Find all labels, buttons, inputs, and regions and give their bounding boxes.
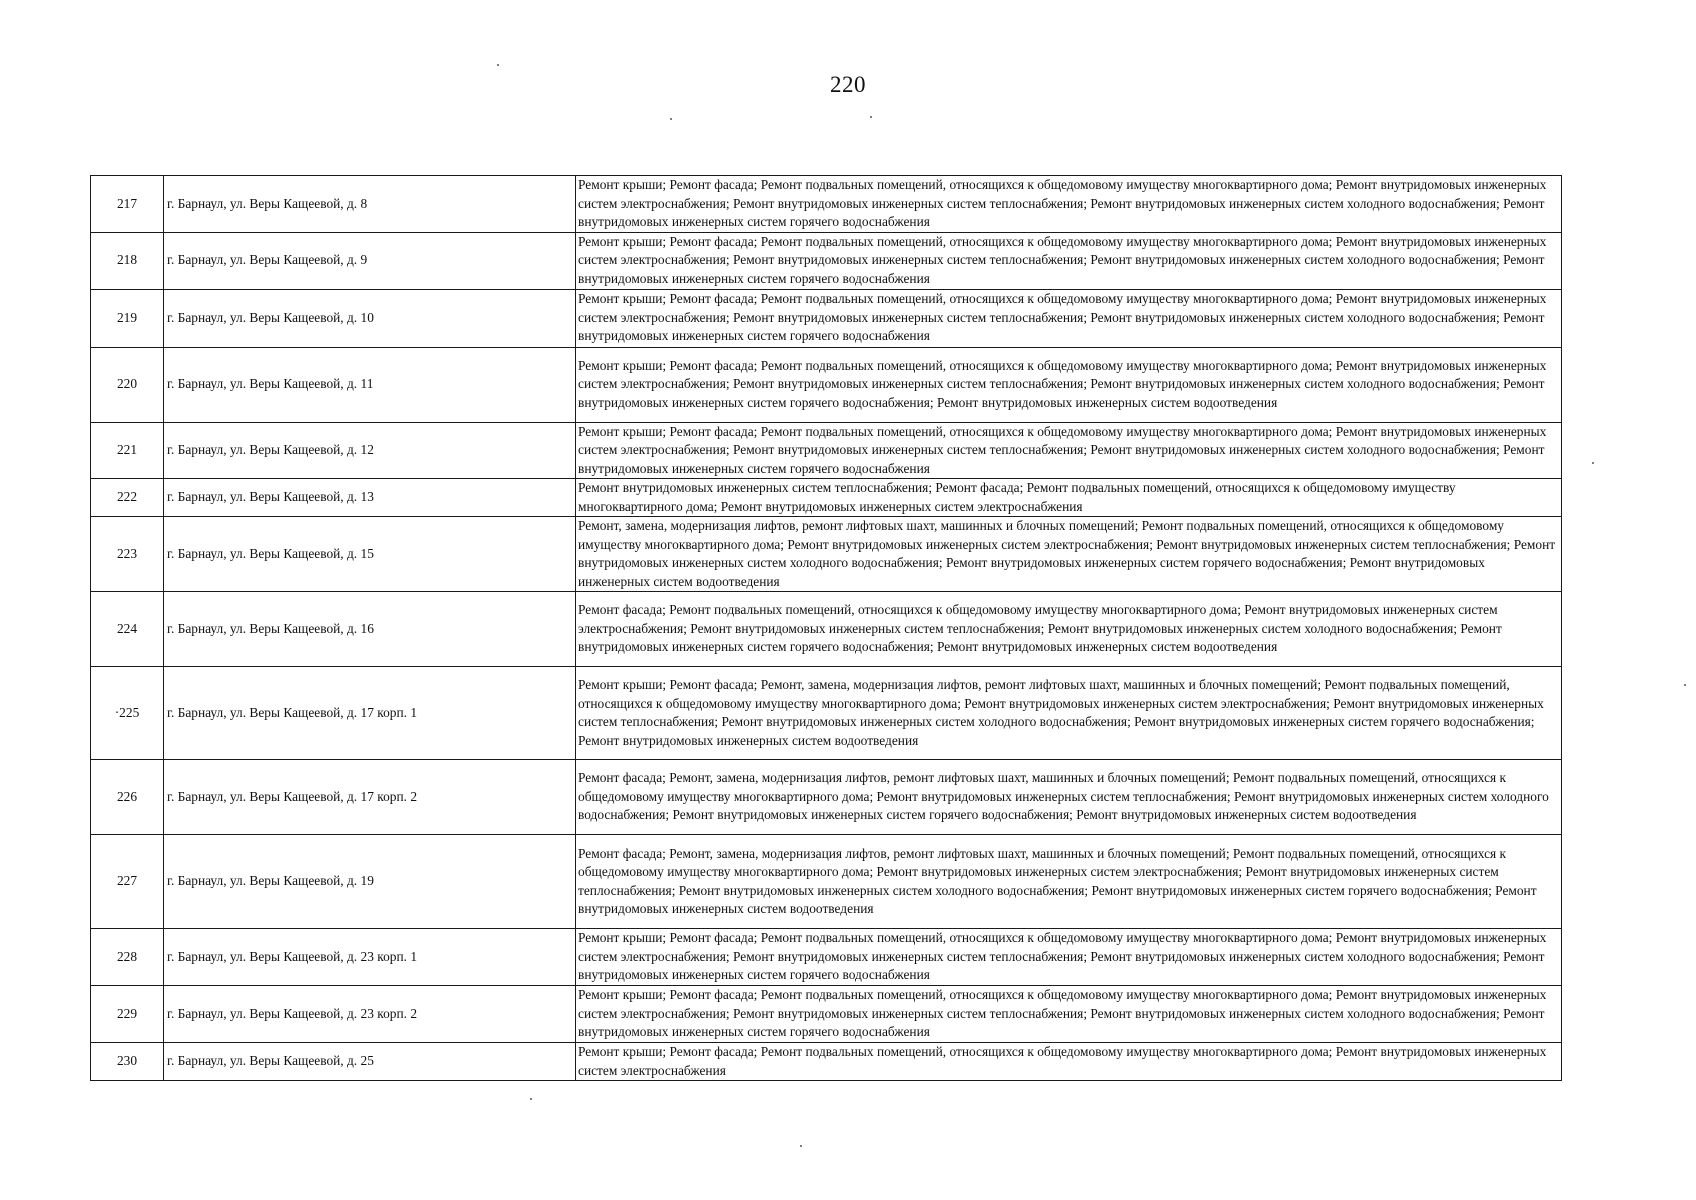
row-address: г. Барнаул, ул. Веры Кащеевой, д. 10 [164, 289, 576, 347]
table-row [91, 479, 1562, 517]
row-number: 218 [91, 232, 164, 289]
row-address: г. Барнаул, ул. Веры Кащеевой, д. 12 [164, 422, 576, 479]
table-row [91, 986, 1562, 1043]
table-row [91, 517, 1562, 592]
row-works: Ремонт крыши; Ремонт фасада; Ремонт подвальных помещений, относящихся к общедомовому имуществу многоквартирного дома; Ремонт внутридомовых инженерных систем электроснабжения; Ремонт внутридомовых инженерных систем теплоснабжения; Ремонт внутридомовых инженерных систем холодного водоснабжения; Ремонт внутридомовых инженерных систем горячего водоснабжения [576, 232, 1562, 289]
row-number: 221 [91, 422, 164, 479]
table-row [91, 760, 1562, 835]
row-address: г. Барнаул, ул. Веры Кащеевой, д. 17 корп. 2 [164, 760, 576, 835]
row-address: г. Барнаул, ул. Веры Кащеевой, д. 23 корп. 2 [164, 986, 576, 1043]
scan-speck [800, 1145, 802, 1147]
table-row [91, 232, 1562, 289]
row-works: Ремонт крыши; Ремонт фасада; Ремонт подвальных помещений, относящихся к общедомовому имуществу многоквартирного дома; Ремонт внутридомовых инженерных систем электроснабжения; Ремонт внутридомовых инженерных систем теплоснабжения; Ремонт внутридомовых инженерных систем холодного водоснабжения; Ремонт внутридомовых инженерных систем горячего водоснабжения [576, 986, 1562, 1043]
row-address: г. Барнаул, ул. Веры Кащеевой, д. 25 [164, 1043, 576, 1081]
scan-speck [670, 118, 672, 120]
table-row [91, 347, 1562, 422]
row-address: г. Барнаул, ул. Веры Кащеевой, д. 11 [164, 347, 576, 422]
row-works: Ремонт фасада; Ремонт, замена, модернизация лифтов, ремонт лифтовых шахт, машинных и блочных помещений; Ремонт подвальных помещений, относящихся к общедомовому имуществу многоквартирного дома; Ремонт внутридомовых инженерных систем теплоснабжения; Ремонт внутридомовых инженерных систем холодного водоснабжения; Ремонт внутридомовых инженерных систем горячего водоснабжения; Ремонт внутридомовых инженерных систем водоотведения [576, 760, 1562, 835]
row-works: Ремонт крыши; Ремонт фасада; Ремонт подвальных помещений, относящихся к общедомовому имуществу многоквартирного дома; Ремонт внутридомовых инженерных систем электроснабжения; Ремонт внутридомовых инженерных систем теплоснабжения; Ремонт внутридомовых инженерных систем холодного водоснабжения; Ремонт внутридомовых инженерных систем горячего водоснабжения [576, 929, 1562, 986]
row-number: 217 [91, 176, 164, 233]
row-number: ·225 [91, 667, 164, 760]
page-number: 220 [830, 72, 866, 97]
row-number: 226 [91, 760, 164, 835]
row-address: г. Барнаул, ул. Веры Кащеевой, д. 9 [164, 232, 576, 289]
table-row [91, 835, 1562, 929]
scan-speck [1684, 684, 1686, 686]
row-address: г. Барнаул, ул. Веры Кащеевой, д. 23 корп. 1 [164, 929, 576, 986]
row-address: г. Барнаул, ул. Веры Кащеевой, д. 17 корп. 1 [164, 667, 576, 760]
row-address: г. Барнаул, ул. Веры Кащеевой, д. 19 [164, 835, 576, 929]
row-works: Ремонт крыши; Ремонт фасада; Ремонт подвальных помещений, относящихся к общедомовому имуществу многоквартирного дома; Ремонт внутридомовых инженерных систем электроснабжения; Ремонт внутридомовых инженерных систем теплоснабжения; Ремонт внутридомовых инженерных систем холодного водоснабжения; Ремонт внутридомовых инженерных систем горячего водоснабжения [576, 176, 1562, 233]
row-works: Ремонт фасада; Ремонт подвальных помещений, относящихся к общедомовому имуществу многоквартирного дома; Ремонт внутридомовых инженерных систем электроснабжения; Ремонт внутридомовых инженерных систем теплоснабжения; Ремонт внутридомовых инженерных систем холодного водоснабжения; Ремонт внутридомовых инженерных систем горячего водоснабжения; Ремонт внутридомовых инженерных систем водоотведения [576, 592, 1562, 667]
row-works: Ремонт крыши; Ремонт фасада; Ремонт подвальных помещений, относящихся к общедомовому имуществу многоквартирного дома; Ремонт внутридомовых инженерных систем электроснабжения; Ремонт внутридомовых инженерных систем теплоснабжения; Ремонт внутридомовых инженерных систем холодного водоснабжения; Ремонт внутридомовых инженерных систем горячего водоснабжения [576, 422, 1562, 479]
row-address: г. Барнаул, ул. Веры Кащеевой, д. 15 [164, 517, 576, 592]
row-works: Ремонт фасада; Ремонт, замена, модернизация лифтов, ремонт лифтовых шахт, машинных и блочных помещений; Ремонт подвальных помещений, относящихся к общедомовому имуществу многоквартирного дома; Ремонт внутридомовых инженерных систем электроснабжения; Ремонт внутридомовых инженерных систем теплоснабжения; Ремонт внутридомовых инженерных систем холодного водоснабжения; Ремонт внутридомовых инженерных систем горячего водоснабжения; Ремонт внутридомовых инженерных систем водоотведения [576, 835, 1562, 929]
row-number: 227 [91, 835, 164, 929]
row-number: 224 [91, 592, 164, 667]
table-row [91, 289, 1562, 347]
row-number: 229 [91, 986, 164, 1043]
table-row [91, 176, 1562, 233]
scan-speck [497, 64, 499, 66]
row-works: Ремонт, замена, модернизация лифтов, ремонт лифтовых шахт, машинных и блочных помещений; Ремонт подвальных помещений, относящихся к общедомовому имуществу многоквартирного дома; Ремонт внутридомовых инженерных систем электроснабжения; Ремонт внутридомовых инженерных систем теплоснабжения; Ремонт внутридомовых инженерных систем холодного водоснабжения; Ремонт внутридомовых инженерных систем горячего водоснабжения; Ремонт внутридомовых инженерных систем водоотведения [576, 517, 1562, 592]
table-row [91, 422, 1562, 479]
scan-speck [870, 116, 872, 118]
table-row [91, 592, 1562, 667]
row-works: Ремонт внутридомовых инженерных систем теплоснабжения; Ремонт фасада; Ремонт подвальных помещений, относящихся к общедомовому имуществу многоквартирного дома; Ремонт внутридомовых инженерных систем электроснабжения [576, 479, 1562, 517]
table-row [91, 929, 1562, 986]
row-number: 230 [91, 1043, 164, 1081]
row-number: 222 [91, 479, 164, 517]
scan-speck [1592, 462, 1594, 464]
repair-works-table [90, 175, 1562, 1081]
row-address: г. Барнаул, ул. Веры Кащеевой, д. 16 [164, 592, 576, 667]
row-works: Ремонт крыши; Ремонт фасада; Ремонт подвальных помещений, относящихся к общедомовому имуществу многоквартирного дома; Ремонт внутридомовых инженерных систем электроснабжения; Ремонт внутридомовых инженерных систем теплоснабжения; Ремонт внутридомовых инженерных систем холодного водоснабжения; Ремонт внутридомовых инженерных систем горячего водоснабжения; Ремонт внутридомовых инженерных систем водоотведения [576, 347, 1562, 422]
row-number: 219 [91, 289, 164, 347]
row-works: Ремонт крыши; Ремонт фасада; Ремонт подвальных помещений, относящихся к общедомовому имуществу многоквартирного дома; Ремонт внутридомовых инженерных систем электроснабжения; Ремонт внутридомовых инженерных систем теплоснабжения; Ремонт внутридомовых инженерных систем холодного водоснабжения; Ремонт внутридомовых инженерных систем горячего водоснабжения [576, 289, 1562, 347]
table-row [91, 1043, 1562, 1081]
row-address: г. Барнаул, ул. Веры Кащеевой, д. 8 [164, 176, 576, 233]
row-number: 228 [91, 929, 164, 986]
row-number: 220 [91, 347, 164, 422]
row-works: Ремонт крыши; Ремонт фасада; Ремонт подвальных помещений, относящихся к общедомовому имуществу многоквартирного дома; Ремонт внутридомовых инженерных систем электроснабжения [576, 1043, 1562, 1081]
row-address: г. Барнаул, ул. Веры Кащеевой, д. 13 [164, 479, 576, 517]
row-number: 223 [91, 517, 164, 592]
table-row [91, 667, 1562, 760]
scan-speck [530, 1098, 532, 1100]
row-works: Ремонт крыши; Ремонт фасада; Ремонт, замена, модернизация лифтов, ремонт лифтовых шахт, машинных и блочных помещений; Ремонт подвальных помещений, относящихся к общедомовому имуществу многоквартирного дома; Ремонт внутридомовых инженерных систем электроснабжения; Ремонт внутридомовых инженерных систем теплоснабжения; Ремонт внутридомовых инженерных систем холодного водоснабжения; Ремонт внутридомовых инженерных систем горячего водоснабжения; Ремонт внутридомовых инженерных систем водоотведения [576, 667, 1562, 760]
